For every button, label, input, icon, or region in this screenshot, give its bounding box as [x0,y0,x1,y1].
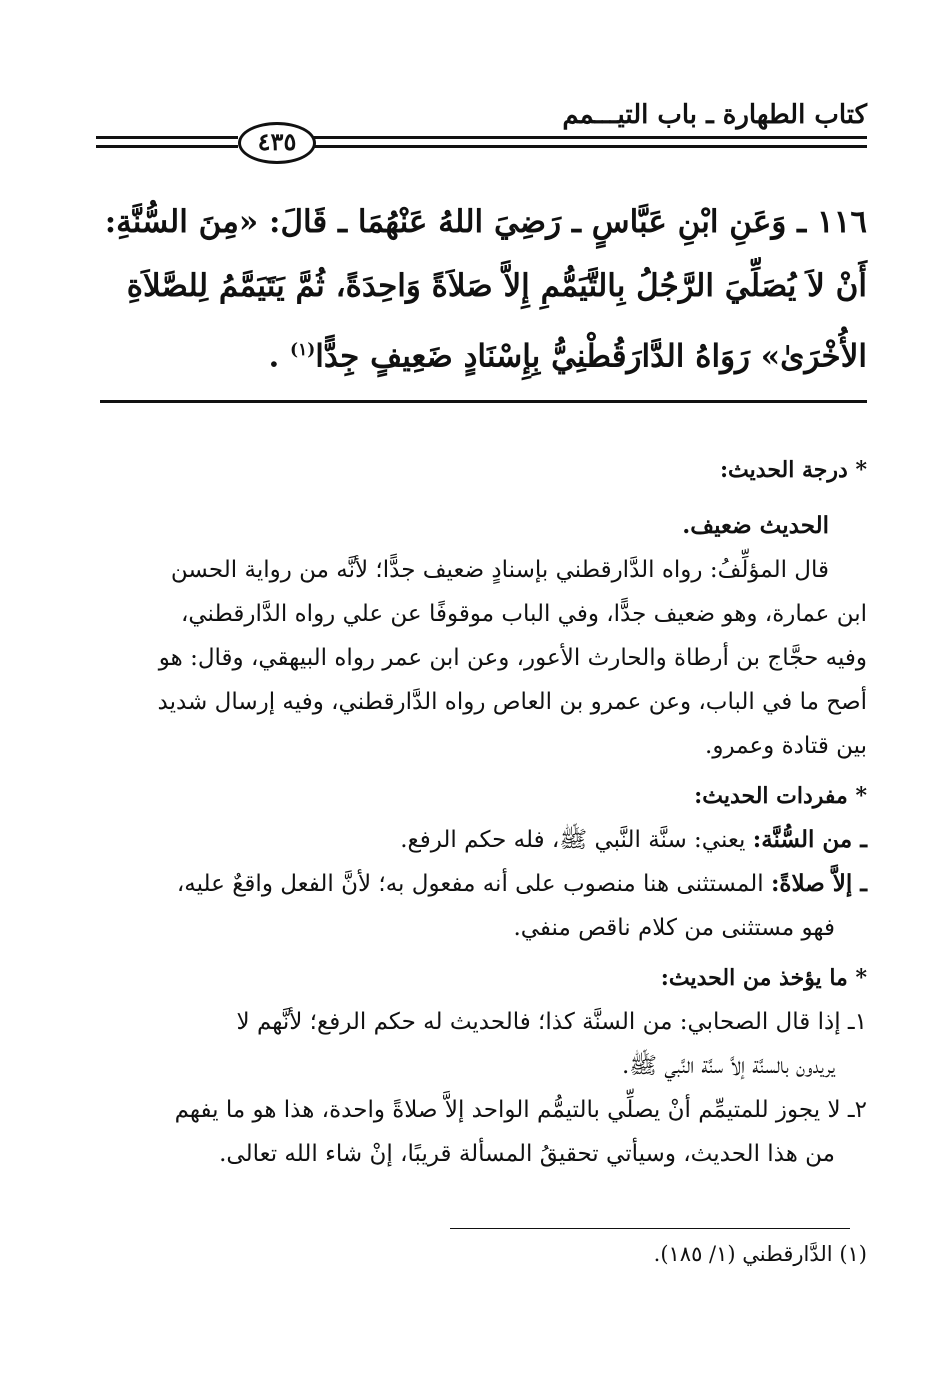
hadith-number: ١١٦ ـ [797,204,867,240]
footnote-rule [450,1228,850,1229]
commentary [77,448,867,1176]
paragraph-line: وفيه حجَّاج بن أرطاة والحارث الأعور، وعن ابن عمر رواه البيهقي، وقال: هو [158,645,867,671]
hadith-line-2: أَنْ لاَ يُصَلِّيَ الرَّجُلُ بِالتَّيَمُّمِ إِلاَّ صَلاَةً وَاحِدَةً، ثُمَّ يَتَيَمَّمُ لِلصَّلاَةِ [126,268,867,304]
grade-verdict: الحديث ضعيف. [682,512,829,539]
section-heading-vocab: * مفردات الحديث: [694,783,867,809]
vocab-term: ـ إلاَّ صلاةً: [770,870,867,897]
footnote-mark[interactable]: (١) [290,340,316,360]
hadith-line-3: الأُخْرَىٰ» رَوَاهُ الدَّارَقُطْنِيُّ بِإِسْنَادٍ ضَعِيفٍ جِدًّا$^{(١)}$ . [268,338,867,375]
section-heading-grade: * درجة الحديث: [719,457,867,483]
lesson-item: ٢ـ لا يجوز للمتيمِّم أنْ يصلِّي بالتيمُّم الواحد إلاَّ صلاةً واحدة، هذا هو ما يفهم [174,1097,867,1123]
vocab-item-cont: فهو مستثنى من كلام ناقص منفي. [513,915,835,941]
section-heading-lessons: * ما يؤخذ من الحديث: [660,965,867,991]
paragraph-line: بين قتادة وعمرو. [705,733,867,759]
section-divider [100,400,867,403]
footnote [654,1242,867,1266]
page-number: ٤٣٥ [238,122,316,164]
hadith-text [82,190,867,388]
hadith-line-1: ١١٦ ـ وَعَنِ ابْنِ عَبَّاسٍ ـ رَضِيَ اللهُ عَنْهُمَا ـ قَالَ: «مِنَ السُّنَّةِ: [104,204,867,240]
footnote-number: (١) [839,1242,867,1266]
lesson-item-cont: من هذا الحديث، وسيأتي تحقيقُ المسألة قريبًا، إنْ شاء الله تعالى. [219,1141,835,1167]
lesson-item-cont: يريدون بالسنَّة إلاَّ سنَّة النَّبي ﷺ. [622,1053,835,1079]
paragraph-line: قال المؤلِّفُ: رواه الدَّارقطني بإسنادٍ ضعيف جدًّا؛ لأنَّه من رواية الحسن [170,557,829,583]
vocab-term: ـ من السُّنَّة: [752,826,867,853]
lesson-item: ١ـ إذا قال الصحابي: من السنَّة كذا؛ فالحديث له حكم الرفع؛ لأنَّهم لا [236,1009,867,1035]
footnote-text: الدَّارقطني (١/ ١٨٥). [653,1242,833,1266]
vocab-item: ـ من السُّنَّة: يعني: سنَّة النَّبي ﷺ، فله حكم الرفع. [400,826,867,853]
running-title: كتاب الطهارة ـ باب التيـــمم [562,100,867,130]
paragraph-line: أصح ما في الباب، وعن عمرو بن العاص رواه الدَّارقطني، وفيه إرسال شديد [157,689,867,715]
vocab-item: ـ إلاَّ صلاةً: المستثنى هنا منصوب على أنه مفعول به؛ لأنَّ الفعل واقعٌ عليه، [176,870,867,897]
paragraph-line: ابن عمارة، وهو ضعيف جدًّا، وفي الباب موقوفًا عن علي رواه الدَّارقطني، [180,601,867,627]
header-rule [96,132,867,152]
